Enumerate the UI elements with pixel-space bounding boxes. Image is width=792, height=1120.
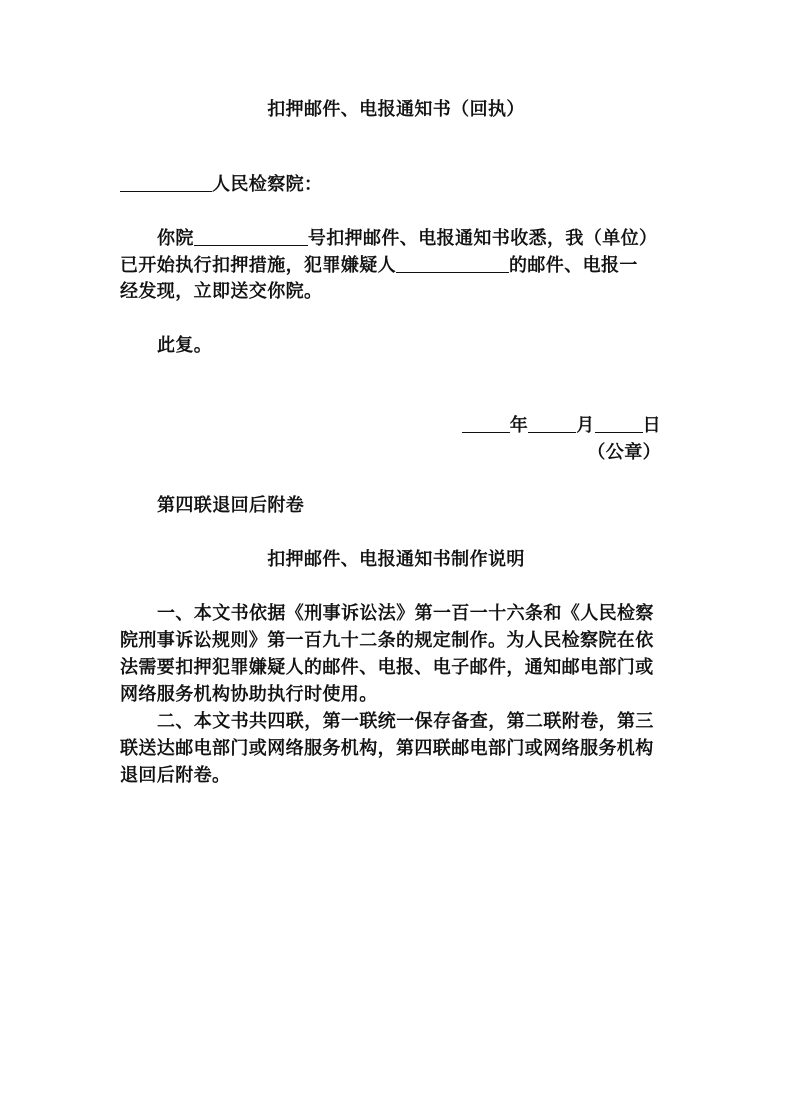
instruction-line: 退回后附卷。 [120,765,231,786]
body-line-1 [157,229,657,248]
instruction-line: 院刑事诉讼规则》第一百九十二条的规定制作。为人民检察院在依 [120,630,654,651]
day-blank[interactable] [595,416,643,433]
day-label: 日 [642,415,661,436]
instruction-line: 二、本文书共四联，第一联统一保存备查，第二联附卷，第三 [157,711,654,732]
addressee-suffix: 人民检察院： [212,174,323,195]
month-blank[interactable] [528,416,576,433]
body-line-3: 经发现，立即送交你院。 [120,281,323,302]
year-blank[interactable] [462,416,510,433]
body-l2-a: 已开始执行扣押措施，犯罪嫌疑人 [120,255,396,276]
instruction-line: 法需要扣押犯罪嫌疑人的邮件、电报、电子邮件，通知邮电部门或 [120,657,654,678]
procuratorate-name-blank[interactable] [120,175,212,192]
instruction-line: 网络服务机构协助执行时使用。 [120,684,378,705]
instruction-line: 联送达邮电部门或网络服务机构，第四联邮电部门或网络服务机构 [120,738,654,759]
date-line [462,416,661,435]
instructions-title: 扣押邮件、电报通知书制作说明 [267,549,525,570]
month-label: 月 [576,415,595,436]
body-l1-a: 你院 [157,228,194,249]
seal-label: （公章） [587,442,661,463]
receipt-title: 扣押邮件、电报通知书（回执） [267,99,525,120]
body-l2-b: 的邮件、电报一 [509,255,638,276]
notice-number-blank[interactable] [194,229,308,246]
reply-text: 此复。 [157,335,213,356]
addressee-line [120,175,322,194]
suspect-name-blank[interactable] [396,256,509,273]
body-l1-b: 号扣押邮件、电报通知书收悉，我（单位） [307,228,658,249]
year-label: 年 [509,415,529,436]
body-line-2 [120,256,638,275]
instruction-line: 一、本文书依据《刑事诉讼法》第一百一十六条和《人民检察 [157,603,654,624]
copy-note: 第四联退回后附卷 [157,495,305,516]
